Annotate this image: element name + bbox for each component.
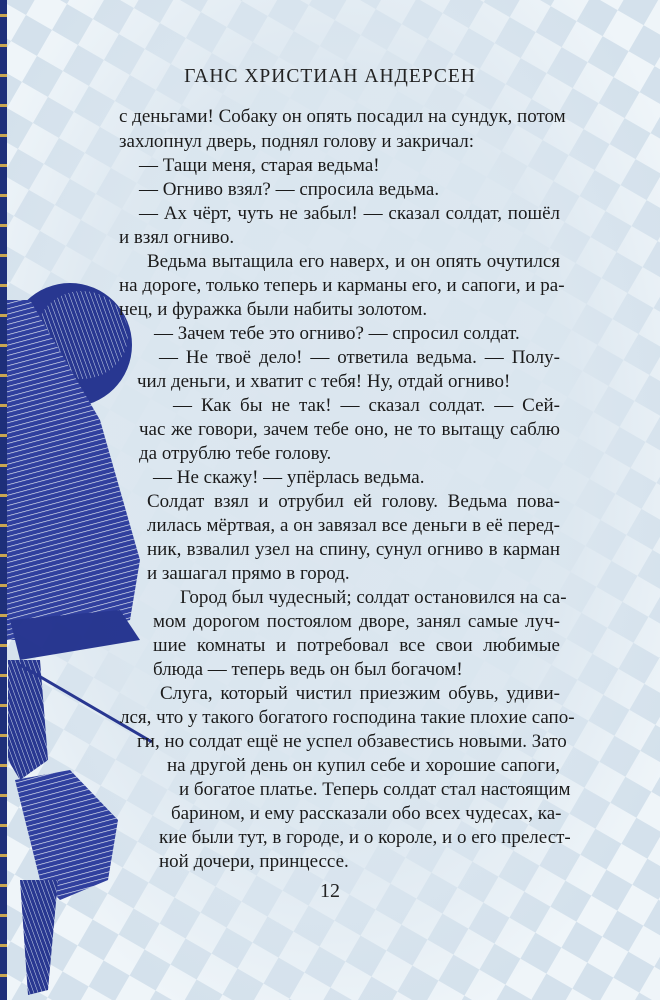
- text-line: — Ах чёрт, чуть не забыл! — сказал солдат, пошёл: [139, 203, 560, 224]
- text-line: — Тащи меня, старая ведьма!: [139, 155, 380, 176]
- text-line: на другой день он купил себе и хорошие сапоги,: [167, 755, 560, 776]
- text-line: Ведьма вытащила его наверх, и он опять очутился: [147, 251, 560, 272]
- text-line: — Не скажу! — упёрлась ведьма.: [153, 467, 425, 488]
- running-title: ГАНС ХРИСТИАН АНДЕРСЕН: [184, 66, 476, 87]
- text-line: — Как бы не так! — сказал солдат. — Сей-: [173, 395, 560, 416]
- text-line: — Зачем тебе это огниво? — спросил солдат.: [154, 323, 520, 344]
- text-line: час же говори, зачем тебе оно, не то вытащу саблю: [139, 419, 560, 440]
- page-edge-border: [0, 0, 7, 1000]
- text-line: да отрублю тебе голову.: [139, 443, 332, 464]
- page-number: 12: [320, 880, 340, 902]
- text-line: кие были тут, в городе, и о короле, и о его прелест-: [159, 827, 571, 848]
- text-line: лся, что у такого богатого господина такие плохие сапо-: [120, 707, 575, 728]
- text-line: захлопнул дверь, поднял голову и закричал:: [119, 131, 474, 152]
- text-line: Слуга, который чистил приезжим обувь, удиви-: [160, 683, 560, 704]
- text-line: мом дорогом постоялом дворе, занял самые луч-: [153, 611, 560, 632]
- text-line: Солдат взял и отрубил ей голову. Ведьма пова-: [147, 491, 560, 512]
- text-line: блюда — теперь ведь он был богачом!: [153, 659, 463, 680]
- text-line: с деньгами! Собаку он опять посадил на сундук, потом: [119, 106, 566, 127]
- text-line: шие комнаты и потребовал все свои любимые: [153, 635, 560, 656]
- text-line: барином, и ему рассказали обо всех чудесах, ка-: [171, 803, 562, 824]
- text-line: нец, и фуражка были набиты золотом.: [119, 299, 428, 320]
- text-line: чил деньги, и хватит с тебя! Ну, отдай огниво!: [137, 371, 511, 392]
- text-line: Город был чудесный; солдат остановился на са-: [180, 587, 567, 608]
- text-line: ги, но солдат ещё не успел обзавестись новыми. Зато: [137, 731, 567, 752]
- text-line: ник, взвалил узел на спину, сунул огниво в карман: [147, 539, 560, 560]
- text-line: — Не твоё дело! — ответила ведьма. — Полу-: [159, 347, 560, 368]
- text-line: на дороге, только теперь и карманы его, и сапоги, и ра-: [119, 275, 565, 296]
- text-line: ной дочери, принцессе.: [159, 851, 349, 872]
- text-line: — Огниво взял? — спросила ведьма.: [139, 179, 440, 200]
- text-line: и богатое платье. Теперь солдат стал настоящим: [179, 779, 571, 800]
- text-line: и взял огниво.: [119, 227, 235, 248]
- text-line: и зашагал прямо в город.: [147, 563, 350, 584]
- text-line: лилась мёртвая, а он завязал все деньги в её перед-: [147, 515, 560, 536]
